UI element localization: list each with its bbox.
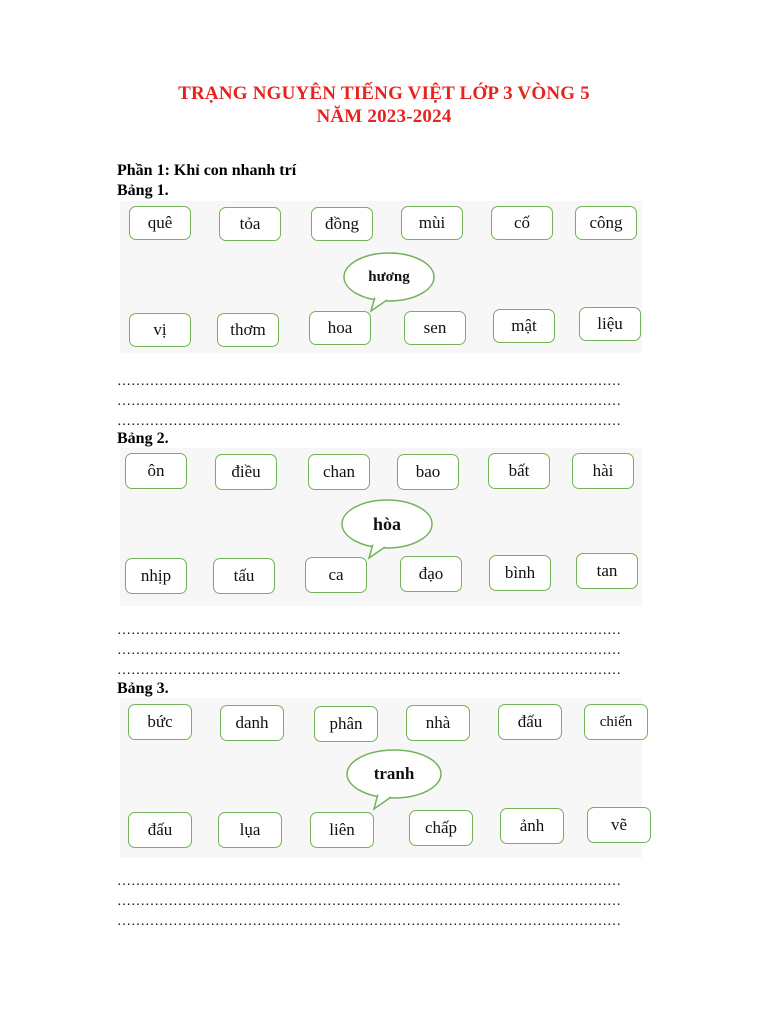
word-card[interactable]: ôn [125,453,187,489]
word-card[interactable]: hoa [309,311,371,345]
center-word: hương [368,268,410,285]
word-card[interactable]: đấu [498,704,562,740]
board-1 [120,201,642,353]
word-card[interactable]: liệu [579,307,641,341]
word-card[interactable]: chan [308,454,370,490]
word-card[interactable]: bức [128,704,192,740]
board-3-label: Bảng 3. [117,680,169,697]
center-word: hòa [372,513,401,534]
word-card[interactable]: bình [489,555,551,591]
board-2 [120,448,642,606]
word-card[interactable]: liên [310,812,374,848]
word-card[interactable]: ảnh [500,808,564,844]
word-card[interactable]: bao [397,454,459,490]
answer-line[interactable]: ……………………………………………………………………………………………… [117,874,621,889]
answer-line[interactable]: ……………………………………………………………………………………………… [117,623,621,638]
board-1-label: Bảng 1. [117,182,169,199]
word-card[interactable]: mùi [401,206,463,240]
center-word: tranh [373,764,415,783]
answer-line[interactable]: ……………………………………………………………………………………………… [117,894,621,909]
answer-line[interactable]: ……………………………………………………………………………………………… [117,374,621,389]
part-heading: Phần 1: Khỉ con nhanh trí [117,162,297,179]
center-word-bubble [344,748,444,812]
word-card[interactable]: vị [129,313,191,347]
word-card[interactable]: vẽ [587,807,651,843]
board-2-label: Bảng 2. [117,430,169,447]
answer-line[interactable]: ……………………………………………………………………………………………… [117,394,621,409]
word-card[interactable]: nhà [406,705,470,741]
center-word-bubble [341,251,437,313]
word-card[interactable]: chiến [584,704,648,740]
word-card[interactable]: đấu [128,812,192,848]
center-word-bubble [339,498,435,560]
word-card[interactable]: cố [491,206,553,240]
word-card[interactable]: mật [493,309,555,343]
board-3 [120,698,642,858]
word-card[interactable]: chấp [409,810,473,846]
word-card[interactable]: hài [572,453,634,489]
word-card[interactable]: nhịp [125,558,187,594]
word-card[interactable]: lụa [218,812,282,848]
answer-line[interactable]: ……………………………………………………………………………………………… [117,414,621,429]
word-card[interactable]: phân [314,706,378,742]
word-card[interactable]: sen [404,311,466,345]
worksheet-title: TRẠNG NGUYÊN TIẾNG VIỆT LỚP 3 VÒNG 5 [178,83,590,104]
word-card[interactable]: bất [488,453,550,489]
word-card[interactable]: công [575,206,637,240]
word-card[interactable]: đạo [400,556,462,592]
word-card[interactable]: thơm [217,313,279,347]
word-card[interactable]: tấu [213,558,275,594]
word-card[interactable]: tỏa [219,207,281,241]
word-card[interactable]: tan [576,553,638,589]
word-card[interactable]: điều [215,454,277,490]
answer-line[interactable]: ……………………………………………………………………………………………… [117,643,621,658]
word-card[interactable]: quê [129,206,191,240]
word-card[interactable]: đồng [311,207,373,241]
answer-line[interactable]: ……………………………………………………………………………………………… [117,914,621,929]
worksheet-year: NĂM 2023-2024 [316,106,452,127]
word-card[interactable]: ca [305,557,367,593]
word-card[interactable]: danh [220,705,284,741]
answer-line[interactable]: ……………………………………………………………………………………………… [117,663,621,678]
